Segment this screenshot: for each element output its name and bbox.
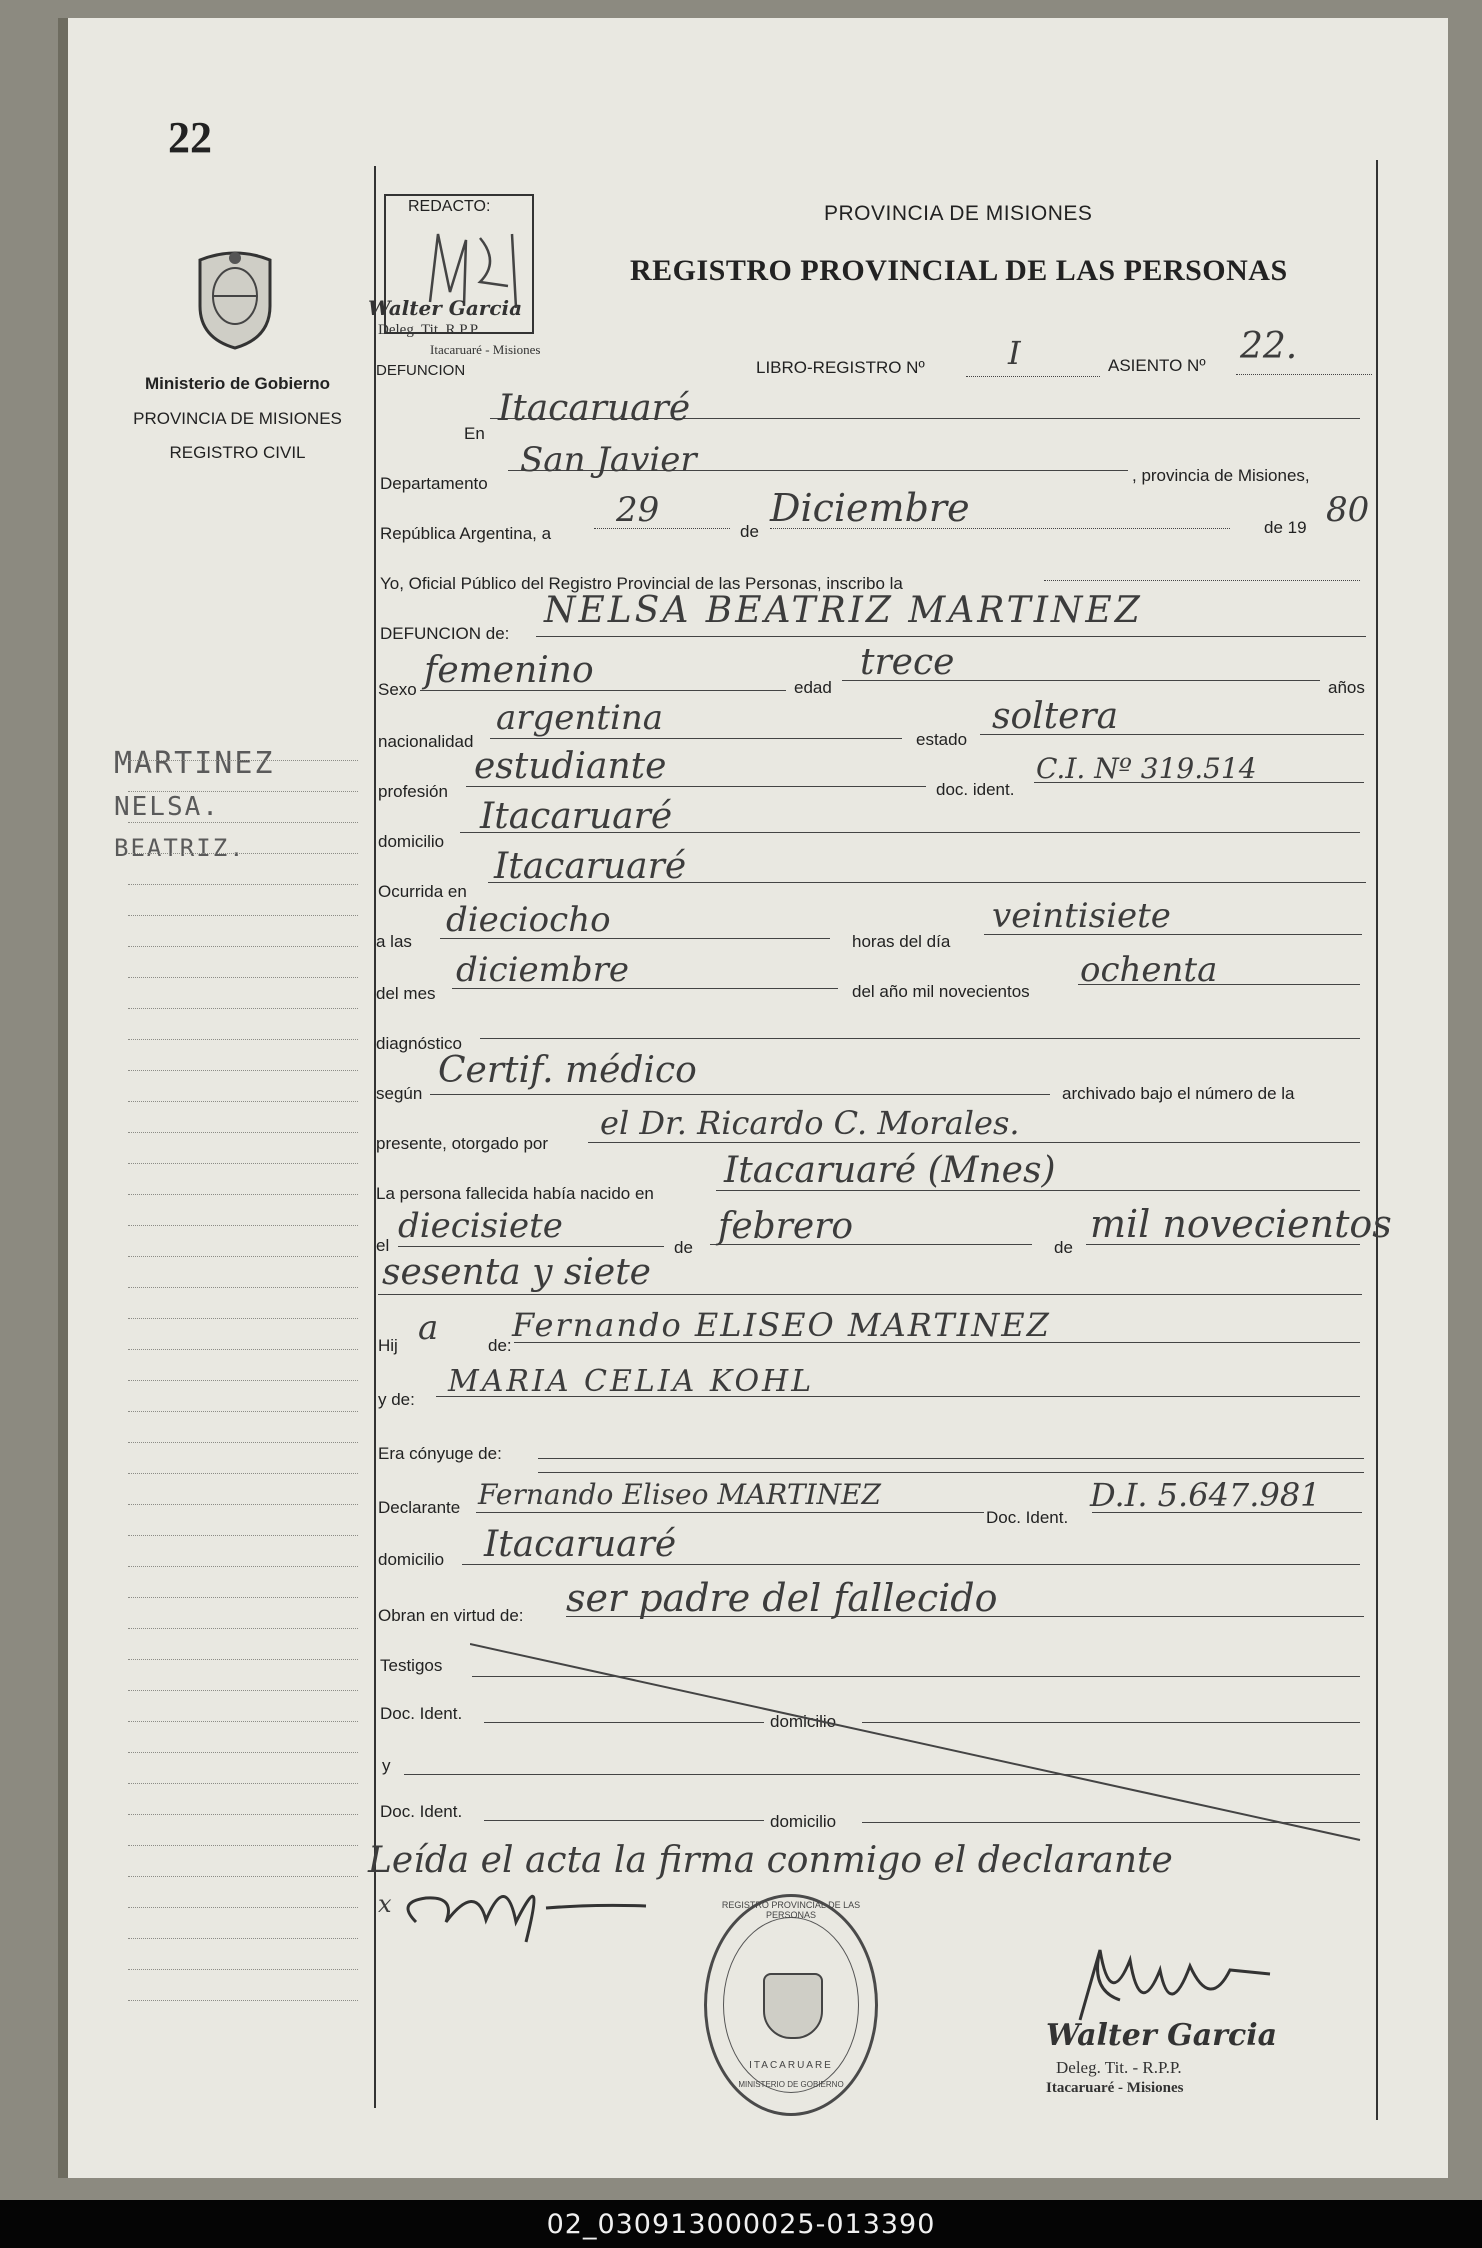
official-signature-name: Walter Garcia [1046,2018,1278,2053]
testigos-label: Testigos [380,1656,443,1675]
decl-domicilio-value: Itacaruaré [484,1524,677,1565]
domicilio3-label: domicilio [770,1712,837,1731]
domicilio2-label: domicilio [378,1550,445,1569]
nac-dia-value: diecisiete [398,1206,563,1246]
estado-label: estado [916,730,968,749]
a-las-label: a las [376,932,412,951]
dia-rule [594,528,730,529]
margin-note-name: NELSA. [114,792,220,822]
yo-label: Yo, Oficial Público del Registro Provincial de las Personas, inscribo la [380,574,903,593]
domicilio-label: domicilio [378,832,445,851]
margin-note-name2: BEATRIZ. [114,834,246,862]
official-signature [1060,1930,1280,2030]
stamp-sub: MINISTERIO DE GOBIERNO [738,2080,844,2089]
profesion-label: profesión [378,782,448,801]
libro-rule [966,376,1100,377]
mes-texto-value: diciembre [456,950,630,990]
sexo-label: Sexo [378,680,417,699]
sexo-value: femenino [424,650,594,691]
otorgado-value: el Dr. Ricardo C. Morales. [600,1104,1020,1142]
del-mes-label: del mes [376,984,436,1003]
defuncion-name-value: NELSA BEATRIZ MARTINEZ [544,590,1143,631]
diagnostico-rule [480,1038,1360,1039]
nacionalidad-value: argentina [496,698,664,738]
doc-ident-label: doc. ident. [936,780,1015,799]
departamento-label: Departamento [380,474,488,493]
ministry-label: Ministerio de Gobierno [144,374,331,393]
official-signature-place: Itacaruaré - Misiones [1046,2080,1184,2096]
footer-id: 02_030913000025-013390 [546,2208,936,2240]
decl-doc-label: Doc. Ident. [986,1508,1069,1527]
declarante-rule [476,1512,984,1513]
doc-ident4-label: Doc. Ident. [380,1802,463,1821]
testigos-cancel-lines [470,1640,1370,1860]
closing-text: Leída el acta la firma conmigo el declarante [368,1840,1173,1881]
nacionalidad-label: nacionalidad [378,732,474,751]
provincia-label: , provincia de Misiones, [1132,466,1310,485]
edad-value: trece [860,642,955,683]
declarante-value: Fernando Eliseo MARTINEZ [478,1478,881,1511]
en-label: En [464,424,485,443]
nacido-label: La persona fallecida había nacido en [376,1184,654,1203]
nac-anio2-value: sesenta y siete [382,1252,651,1293]
conyuge-label: Era cónyuge de: [378,1444,502,1463]
hij-suffix-value: a [418,1308,439,1348]
header-province: PROVINCIA DE MISIONES [824,202,1093,225]
ocurrida-label: Ocurrida en [378,882,467,901]
nac-mes-value: febrero [718,1206,854,1247]
hij-label: Hij [378,1336,398,1355]
province-label: PROVINCIA DE MISIONES [133,409,342,428]
stamp-emblem-icon [763,1973,823,2039]
stamp-place: ITACARUARE [749,2060,833,2071]
diagnostico-label: diagnóstico [376,1034,463,1053]
de-label-2: de [674,1238,693,1257]
nacido-value: Itacaruaré (Mnes) [724,1150,1056,1191]
footer-bar [0,2200,1482,2248]
nac-anio-value: mil novecientos [1090,1202,1392,1246]
anio-texto-value: ochenta [1080,950,1218,990]
libro-label: LIBRO-REGISTRO Nº [756,358,925,377]
nacionalidad-rule [490,738,902,739]
conyuge-rule [538,1458,1364,1459]
declarante-label: Declarante [378,1498,461,1517]
doc-ident3-label: Doc. Ident. [380,1704,463,1723]
page-number: 22 [168,113,212,162]
horas-dia-label: horas del día [852,932,951,951]
del-ano-label: del año mil novecientos [852,982,1030,1001]
coat-of-arms-icon [190,246,280,350]
redacto-signature-place: Itacaruaré - Misiones [430,342,541,357]
domicilio4-label: domicilio [770,1812,837,1831]
y-de-label: y de: [378,1390,415,1409]
anos-label: años [1328,678,1365,697]
margin-ruled-lines [128,760,358,2031]
header-registry-title: REGISTRO PROVINCIAL DE LAS PERSONAS [630,254,1288,287]
redacto-label: REDACTO: [408,198,491,215]
padre-value: Fernando ELISEO MARTINEZ [512,1306,1051,1344]
domicilio-value: Itacaruaré [480,796,673,837]
segun-value: Certif. médico [438,1050,697,1091]
libro-value: I [1008,334,1021,372]
asiento-label: ASIENTO Nº [1108,356,1206,375]
archivado-label: archivado bajo el número de la [1062,1084,1295,1103]
de19-label: de 19 [1264,518,1307,537]
presente-label: presente, otorgado por [376,1134,549,1153]
segun-rule [430,1094,1050,1095]
redacto-signature-name: Walter Garcia [368,296,523,320]
margin-note-surname: MARTINEZ [114,746,275,781]
madre-value: MARIA CELIA KOHL [448,1364,815,1399]
republica-label: República Argentina, a [380,524,552,543]
nac-dia-rule [398,1246,664,1247]
right-frame-line [1376,160,1378,2120]
hij-de-label: de: [488,1336,512,1355]
departamento-value: San Javier [520,440,697,480]
horas-value: dieciocho [446,900,611,940]
profesion-value: estudiante [474,746,667,787]
el-label: el [376,1236,390,1255]
edad-label: edad [794,678,832,697]
decl-doc-value: D.I. 5.647.981 [1090,1476,1321,1514]
registry-label: REGISTRO CIVIL [169,443,306,462]
segun-label: según [376,1084,423,1103]
redacto-signature-title: Deleg. Tit. R.P.P. [378,322,481,338]
asiento-value: 22. [1240,326,1298,367]
defuncion-rule [536,636,1366,637]
defuncion-label: DEFUNCION de: [380,624,510,643]
declarant-signature [396,1852,656,1952]
anio-value: 80 [1326,490,1370,530]
asiento-rule [1236,374,1372,375]
declarant-mark: x [378,1890,392,1918]
presente-rule [588,1142,1360,1143]
y-label: y [382,1756,391,1775]
en-value: Itacaruaré [498,388,691,429]
nac-anio2-rule [378,1294,1362,1295]
conyuge-strike-rule [538,1472,1364,1473]
doc-ident-value: C.I. Nº 319.514 [1036,752,1257,785]
obran-value: ser padre del fallecido [566,1576,998,1620]
dia-texto-value: veintisiete [992,896,1171,936]
obran-label: Obran en virtud de: [378,1606,524,1625]
dia-value: 29 [616,490,660,530]
mes-value: Diciembre [770,486,970,530]
yo-rule [1044,580,1360,581]
estado-value: soltera [992,696,1119,737]
official-signature-title: Deleg. Tit. - R.P.P. [1056,2058,1182,2077]
de-label-3: de [1054,1238,1073,1257]
stamp-text: REGISTRO PROVINCIAL DE LAS PERSONAS [721,1900,861,1920]
ocurrida-value: Itacaruaré [494,846,687,887]
de-label-1: de [740,522,759,541]
redacto-type: DEFUNCION [376,362,466,379]
